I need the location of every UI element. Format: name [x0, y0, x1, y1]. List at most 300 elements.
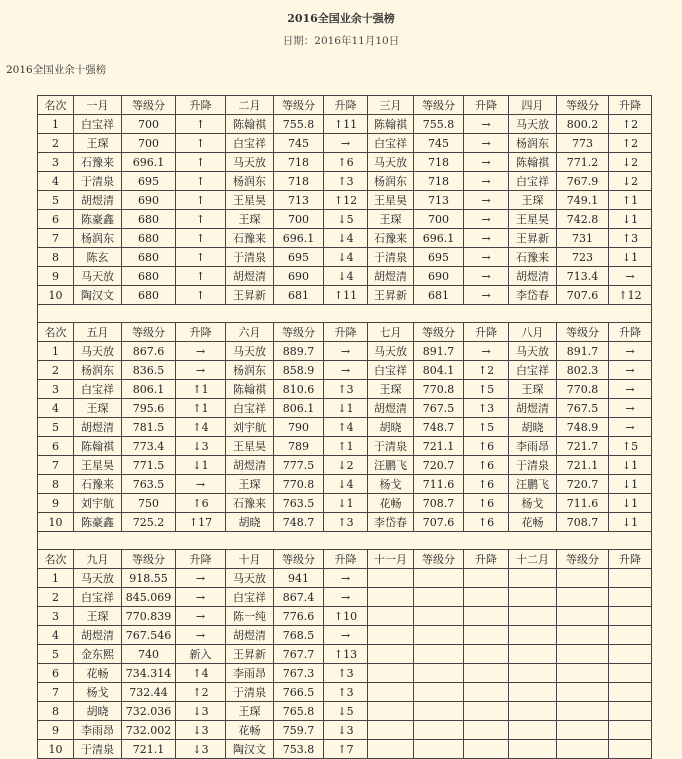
rating-cell: 795.6 — [122, 399, 176, 418]
trend-cell: → — [464, 153, 509, 172]
player-name-cell: 胡煜清 — [74, 191, 122, 210]
ranking-table — [37, 95, 652, 759]
trend-cell: ↑1 — [176, 380, 226, 399]
table-row — [38, 267, 652, 286]
player-name-cell: 陈玄 — [74, 248, 122, 267]
rating-cell: 711.6 — [557, 494, 609, 513]
player-name-cell: 陈翰祺 — [368, 115, 414, 134]
column-header: 二月 — [226, 96, 274, 115]
player-name-cell: 于清泉 — [509, 456, 557, 475]
table-row — [38, 342, 652, 361]
trend-cell: ↑12 — [324, 191, 368, 210]
trend-cell: ↑5 — [609, 437, 652, 456]
trend-cell: ↑ — [176, 229, 226, 248]
table-row — [38, 380, 652, 399]
rating-cell: 770.8 — [557, 380, 609, 399]
column-header: 等级分 — [274, 550, 324, 569]
rating-cell: 680 — [122, 267, 176, 286]
player-name-cell: 白宝祥 — [226, 399, 274, 418]
rating-cell — [414, 645, 464, 664]
trend-cell: → — [324, 626, 368, 645]
player-name-cell: 胡晓 — [74, 702, 122, 721]
block-separator-row — [38, 305, 652, 323]
rating-cell: 725.2 — [122, 513, 176, 532]
trend-cell — [609, 626, 652, 645]
player-name-cell: 李岱春 — [368, 513, 414, 532]
rating-cell: 708.7 — [557, 513, 609, 532]
player-name-cell: 胡煜清 — [368, 399, 414, 418]
trend-cell: ↑4 — [176, 664, 226, 683]
table-row — [38, 607, 652, 626]
column-header: 等级分 — [122, 550, 176, 569]
player-name-cell: 王星昊 — [226, 437, 274, 456]
player-name-cell: 陈翰祺 — [226, 380, 274, 399]
rating-cell: 718 — [274, 153, 324, 172]
player-name-cell — [509, 664, 557, 683]
player-name-cell — [509, 645, 557, 664]
rating-cell: 721.1 — [557, 456, 609, 475]
rating-cell: 681 — [414, 286, 464, 305]
trend-cell — [464, 702, 509, 721]
player-name-cell: 白宝祥 — [226, 588, 274, 607]
player-name-cell: 王昇新 — [226, 286, 274, 305]
player-name-cell: 陈翰祺 — [226, 115, 274, 134]
rank-cell: 3 — [38, 607, 74, 626]
rank-cell: 8 — [38, 475, 74, 494]
column-header: 五月 — [74, 323, 122, 342]
table-row — [38, 740, 652, 759]
rating-cell: 781.5 — [122, 418, 176, 437]
player-name-cell: 白宝祥 — [74, 115, 122, 134]
block-separator-row — [38, 532, 652, 550]
trend-cell: → — [324, 361, 368, 380]
player-name-cell: 马天放 — [368, 342, 414, 361]
player-name-cell: 王昇新 — [368, 286, 414, 305]
trend-cell: ↑2 — [609, 115, 652, 134]
player-name-cell: 白宝祥 — [226, 134, 274, 153]
rank-cell: 10 — [38, 513, 74, 532]
rating-cell: 748.7 — [414, 418, 464, 437]
rating-cell: 732.002 — [122, 721, 176, 740]
trend-cell: ↑ — [176, 134, 226, 153]
player-name-cell: 王琛 — [226, 210, 274, 229]
trend-cell: → — [609, 361, 652, 380]
table-row — [38, 513, 652, 532]
trend-cell: ↓1 — [609, 248, 652, 267]
trend-cell: ↓4 — [324, 229, 368, 248]
rating-cell: 721.7 — [557, 437, 609, 456]
trend-cell: → — [176, 569, 226, 588]
column-header: 等级分 — [122, 96, 176, 115]
rank-cell: 3 — [38, 380, 74, 399]
rating-cell: 721.1 — [414, 437, 464, 456]
rating-cell: 789 — [274, 437, 324, 456]
table-row — [38, 361, 652, 380]
player-name-cell: 杨润东 — [74, 361, 122, 380]
trend-cell: ↓1 — [609, 475, 652, 494]
player-name-cell: 汪鹏飞 — [509, 475, 557, 494]
column-header: 升降 — [609, 323, 652, 342]
table-row — [38, 286, 652, 305]
player-name-cell: 石豫来 — [509, 248, 557, 267]
rating-cell: 695 — [274, 248, 324, 267]
player-name-cell — [509, 683, 557, 702]
trend-cell: ↓1 — [609, 210, 652, 229]
rating-cell: 708.7 — [414, 494, 464, 513]
player-name-cell — [509, 588, 557, 607]
table-row — [38, 721, 652, 740]
player-name-cell: 王琛 — [509, 191, 557, 210]
trend-cell: → — [464, 342, 509, 361]
column-header: 升降 — [609, 550, 652, 569]
rating-cell — [557, 683, 609, 702]
rating-cell: 767.9 — [557, 172, 609, 191]
trend-cell: ↑2 — [464, 361, 509, 380]
rating-cell — [557, 626, 609, 645]
player-name-cell: 于清泉 — [226, 248, 274, 267]
rating-cell: 696.1 — [414, 229, 464, 248]
trend-cell: ↑7 — [324, 740, 368, 759]
player-name-cell: 胡煜清 — [509, 399, 557, 418]
header-row — [38, 323, 652, 342]
table-row — [38, 588, 652, 607]
player-name-cell — [509, 626, 557, 645]
rating-cell: 770.839 — [122, 607, 176, 626]
trend-cell: ↑4 — [324, 418, 368, 437]
rating-cell: 777.5 — [274, 456, 324, 475]
rating-cell: 755.8 — [414, 115, 464, 134]
column-header: 等级分 — [274, 96, 324, 115]
trend-cell: ↑3 — [324, 513, 368, 532]
rating-cell: 720.7 — [414, 456, 464, 475]
trend-cell: ↑ — [176, 267, 226, 286]
trend-cell: → — [324, 588, 368, 607]
trend-cell: ↑3 — [609, 229, 652, 248]
trend-cell: ↑6 — [464, 494, 509, 513]
player-name-cell: 陈豪鑫 — [74, 513, 122, 532]
player-name-cell: 白宝祥 — [74, 588, 122, 607]
rating-cell: 680 — [122, 229, 176, 248]
trend-cell: → — [176, 588, 226, 607]
player-name-cell: 金东熙 — [74, 645, 122, 664]
rank-cell: 9 — [38, 721, 74, 740]
trend-cell: → — [324, 134, 368, 153]
player-name-cell — [368, 683, 414, 702]
trend-cell — [609, 721, 652, 740]
rating-cell — [414, 740, 464, 759]
player-name-cell: 刘宇航 — [74, 494, 122, 513]
rating-cell — [414, 588, 464, 607]
player-name-cell — [368, 721, 414, 740]
rating-cell: 889.7 — [274, 342, 324, 361]
column-header: 等级分 — [414, 323, 464, 342]
trend-cell: → — [609, 399, 652, 418]
rating-cell: 773.4 — [122, 437, 176, 456]
rating-cell: 763.5 — [122, 475, 176, 494]
column-header: 九月 — [74, 550, 122, 569]
player-name-cell: 花畅 — [368, 494, 414, 513]
player-name-cell: 花畅 — [74, 664, 122, 683]
trend-cell: → — [464, 191, 509, 210]
column-header: 八月 — [509, 323, 557, 342]
rating-cell: 700 — [122, 115, 176, 134]
rating-cell: 707.6 — [414, 513, 464, 532]
trend-cell: ↑5 — [464, 418, 509, 437]
column-header: 等级分 — [274, 323, 324, 342]
trend-cell — [464, 683, 509, 702]
rating-cell: 680 — [122, 286, 176, 305]
trend-cell: → — [464, 172, 509, 191]
page-title: 2016全国业余十强榜 — [287, 12, 395, 25]
rating-cell: 707.6 — [557, 286, 609, 305]
rating-cell: 713.4 — [557, 267, 609, 286]
trend-cell: ↑1 — [609, 191, 652, 210]
player-name-cell: 王琛 — [509, 380, 557, 399]
rank-cell: 6 — [38, 437, 74, 456]
rating-cell: 748.7 — [274, 513, 324, 532]
trend-cell: 新入 — [176, 645, 226, 664]
trend-cell: ↑6 — [464, 456, 509, 475]
player-name-cell: 于清泉 — [226, 683, 274, 702]
trend-cell: ↑3 — [324, 683, 368, 702]
player-name-cell: 王琛 — [74, 399, 122, 418]
rating-cell: 734.314 — [122, 664, 176, 683]
trend-cell: ↓3 — [176, 702, 226, 721]
rating-cell: 680 — [122, 248, 176, 267]
header-row — [38, 96, 652, 115]
trend-cell: ↓1 — [324, 399, 368, 418]
trend-cell — [464, 588, 509, 607]
rating-cell: 713 — [414, 191, 464, 210]
rating-cell: 732.44 — [122, 683, 176, 702]
trend-cell: ↓5 — [324, 210, 368, 229]
rank-cell: 5 — [38, 645, 74, 664]
rank-cell: 2 — [38, 134, 74, 153]
player-name-cell — [509, 569, 557, 588]
player-name-cell: 白宝祥 — [74, 380, 122, 399]
trend-cell: ↓1 — [609, 494, 652, 513]
column-header: 等级分 — [557, 550, 609, 569]
rating-cell: 721.1 — [122, 740, 176, 759]
player-name-cell: 王琛 — [368, 380, 414, 399]
column-header: 四月 — [509, 96, 557, 115]
trend-cell: ↓4 — [324, 475, 368, 494]
separator-cell — [38, 305, 652, 323]
table-row — [38, 418, 652, 437]
trend-cell: ↑ — [176, 286, 226, 305]
rating-cell — [557, 645, 609, 664]
column-header: 升降 — [464, 323, 509, 342]
rating-cell: 806.1 — [122, 380, 176, 399]
rating-cell: 773 — [557, 134, 609, 153]
rank-cell: 2 — [38, 588, 74, 607]
rank-cell: 6 — [38, 664, 74, 683]
rating-cell: 742.8 — [557, 210, 609, 229]
table-row — [38, 437, 652, 456]
player-name-cell: 杨润东 — [509, 134, 557, 153]
player-name-cell: 白宝祥 — [509, 172, 557, 191]
trend-cell: ↓1 — [324, 494, 368, 513]
rank-cell: 10 — [38, 286, 74, 305]
trend-cell: ↑3 — [464, 399, 509, 418]
player-name-cell: 杨润东 — [74, 229, 122, 248]
trend-cell: ↓4 — [324, 267, 368, 286]
rating-cell: 767.5 — [557, 399, 609, 418]
trend-cell: ↑11 — [324, 286, 368, 305]
rating-cell: 845.069 — [122, 588, 176, 607]
table-row — [38, 172, 652, 191]
rank-cell: 1 — [38, 569, 74, 588]
trend-cell: ↓2 — [609, 153, 652, 172]
rank-cell: 6 — [38, 210, 74, 229]
trend-cell: → — [176, 361, 226, 380]
rating-cell — [414, 683, 464, 702]
player-name-cell: 白宝祥 — [368, 134, 414, 153]
rating-cell: 732.036 — [122, 702, 176, 721]
rank-cell: 5 — [38, 418, 74, 437]
table-row — [38, 494, 652, 513]
rating-cell: 745 — [274, 134, 324, 153]
rating-cell: 763.5 — [274, 494, 324, 513]
player-name-cell: 刘宇航 — [226, 418, 274, 437]
player-name-cell: 陈翰祺 — [74, 437, 122, 456]
rating-cell: 711.6 — [414, 475, 464, 494]
column-header: 升降 — [609, 96, 652, 115]
trend-cell — [464, 569, 509, 588]
rating-cell — [557, 664, 609, 683]
rating-cell: 765.8 — [274, 702, 324, 721]
rating-cell — [414, 607, 464, 626]
rating-cell: 680 — [122, 210, 176, 229]
table-row — [38, 456, 652, 475]
rank-cell: 8 — [38, 248, 74, 267]
header-row — [38, 550, 652, 569]
rank-cell: 2 — [38, 361, 74, 380]
player-name-cell: 杨润东 — [226, 361, 274, 380]
rank-cell: 1 — [38, 342, 74, 361]
rating-cell: 770.8 — [414, 380, 464, 399]
trend-cell: ↑3 — [324, 172, 368, 191]
player-name-cell — [509, 740, 557, 759]
trend-cell: ↓2 — [324, 456, 368, 475]
table-row — [38, 399, 652, 418]
table-row — [38, 153, 652, 172]
player-name-cell: 胡煜清 — [226, 456, 274, 475]
trend-cell: ↑6 — [324, 153, 368, 172]
player-name-cell: 王星昊 — [74, 456, 122, 475]
rating-cell: 891.7 — [557, 342, 609, 361]
trend-cell — [609, 740, 652, 759]
player-name-cell — [368, 569, 414, 588]
rank-cell: 9 — [38, 267, 74, 286]
rating-cell: 802.3 — [557, 361, 609, 380]
trend-cell — [609, 683, 652, 702]
trend-cell: → — [176, 626, 226, 645]
trend-cell: ↓3 — [324, 721, 368, 740]
rating-cell: 720.7 — [557, 475, 609, 494]
trend-cell — [609, 588, 652, 607]
trend-cell: ↑17 — [176, 513, 226, 532]
trend-cell: → — [464, 134, 509, 153]
rating-cell: 731 — [557, 229, 609, 248]
table-row — [38, 229, 652, 248]
rating-cell: 867.4 — [274, 588, 324, 607]
rating-cell: 767.3 — [274, 664, 324, 683]
trend-cell: ↑2 — [609, 134, 652, 153]
rank-cell: 10 — [38, 740, 74, 759]
rank-cell: 1 — [38, 115, 74, 134]
rating-cell: 696.1 — [274, 229, 324, 248]
trend-cell: → — [464, 210, 509, 229]
player-name-cell: 白宝祥 — [368, 361, 414, 380]
trend-cell: ↑ — [176, 191, 226, 210]
separator-cell — [38, 532, 652, 550]
player-name-cell: 汪鹏飞 — [368, 456, 414, 475]
player-name-cell: 马天放 — [226, 569, 274, 588]
rating-cell — [557, 740, 609, 759]
column-header: 十月 — [226, 550, 274, 569]
rating-cell — [414, 702, 464, 721]
player-name-cell: 王昇新 — [226, 645, 274, 664]
rating-cell — [557, 588, 609, 607]
rating-cell: 810.6 — [274, 380, 324, 399]
table-row — [38, 134, 652, 153]
rating-cell: 771.5 — [122, 456, 176, 475]
rank-cell: 3 — [38, 153, 74, 172]
column-header: 等级分 — [557, 96, 609, 115]
trend-cell: ↓3 — [176, 721, 226, 740]
player-name-cell: 石豫来 — [226, 229, 274, 248]
trend-cell: → — [609, 418, 652, 437]
player-name-cell: 胡煜清 — [368, 267, 414, 286]
rating-cell: 766.5 — [274, 683, 324, 702]
column-header: 升降 — [176, 550, 226, 569]
rating-cell: 790 — [274, 418, 324, 437]
trend-cell: ↑6 — [464, 475, 509, 494]
player-name-cell: 李雨昂 — [74, 721, 122, 740]
player-name-cell — [509, 702, 557, 721]
trend-cell: ↑1 — [324, 437, 368, 456]
trend-cell: ↑ — [176, 210, 226, 229]
player-name-cell: 于清泉 — [74, 172, 122, 191]
player-name-cell: 王琛 — [368, 210, 414, 229]
player-name-cell: 马天放 — [509, 342, 557, 361]
table-row — [38, 248, 652, 267]
trend-cell: ↑6 — [464, 437, 509, 456]
rating-cell: 696.1 — [122, 153, 176, 172]
trend-cell: → — [464, 248, 509, 267]
player-name-cell: 陶汉文 — [74, 286, 122, 305]
player-name-cell: 李雨昂 — [509, 437, 557, 456]
player-name-cell: 马天放 — [226, 342, 274, 361]
trend-cell: → — [176, 342, 226, 361]
trend-cell — [464, 607, 509, 626]
player-name-cell: 王琛 — [226, 475, 274, 494]
column-header: 升降 — [324, 323, 368, 342]
rating-cell: 718 — [274, 172, 324, 191]
rank-cell: 4 — [38, 172, 74, 191]
trend-cell: → — [176, 475, 226, 494]
trend-cell: → — [609, 267, 652, 286]
table-row — [38, 191, 652, 210]
rating-cell: 768.5 — [274, 626, 324, 645]
trend-cell — [609, 607, 652, 626]
player-name-cell: 胡煜清 — [226, 626, 274, 645]
trend-cell: → — [609, 342, 652, 361]
trend-cell: ↑6 — [176, 494, 226, 513]
rating-cell — [414, 721, 464, 740]
table-caption: 2016全国业余十强榜 — [6, 64, 107, 76]
